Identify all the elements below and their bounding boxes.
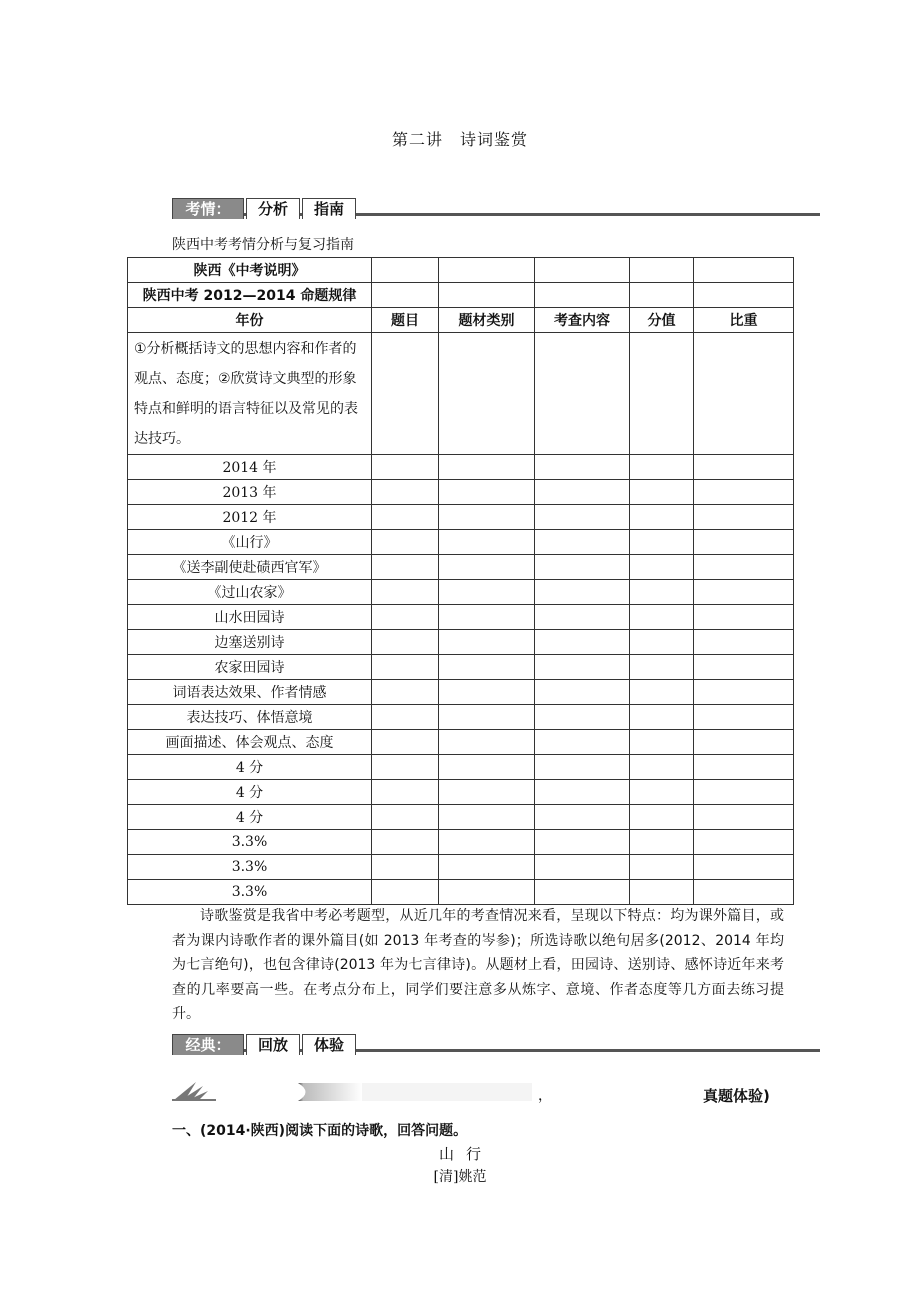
table-row — [128, 780, 794, 805]
table-cell: 3.3% — [128, 880, 372, 905]
banner-tab-1: 经典： — [172, 1034, 244, 1055]
table-row — [128, 505, 794, 530]
table-header-row — [128, 308, 794, 333]
question-heading: 一、(2014·陕西)阅读下面的诗歌，回答问题。 — [172, 1123, 468, 1139]
page-title: 第二讲 诗词鉴赏 — [391, 130, 528, 149]
table-row — [128, 830, 794, 855]
table-row — [128, 630, 794, 655]
poem-author: [清]姚范 — [433, 1169, 487, 1185]
table-row — [128, 480, 794, 505]
requirement-cell: ①分析概括诗文的思想内容和作者的观点、态度；②欣赏诗文典型的形象特点和鲜明的语言特征以及常见的表达技巧。 — [128, 333, 372, 455]
table-cell: 《山行》 — [128, 530, 372, 555]
table-cell: 2013 年 — [128, 480, 372, 505]
table-cell: 3.3% — [128, 855, 372, 880]
table-cell: 陕西《中考说明》 — [128, 258, 372, 283]
table-row — [128, 855, 794, 880]
column-header: 考查内容 — [535, 308, 630, 333]
column-header: 题目 — [372, 308, 439, 333]
table-cell: 4 分 — [128, 780, 372, 805]
table-row — [128, 730, 794, 755]
separator-comma: ， — [538, 1088, 552, 1104]
table-row — [128, 880, 794, 905]
table-row — [128, 555, 794, 580]
table-row — [128, 655, 794, 680]
fan-decoration-bar — [172, 1080, 792, 1104]
real-exam-label: 真题体验) — [703, 1087, 770, 1105]
table-row — [128, 333, 794, 455]
banner-tab-3: 指南 — [302, 198, 356, 219]
table-cell: 表达技巧、体悟意境 — [128, 705, 372, 730]
banner-tab-2: 分析 — [246, 198, 300, 219]
table-cell: 《送李副使赴碛西官军》 — [128, 555, 372, 580]
table-cell: 边塞送别诗 — [128, 630, 372, 655]
table-cell: 词语表达效果、作者情感 — [128, 680, 372, 705]
banner-tab-1: 考情： — [172, 198, 244, 219]
table-cell: 2014 年 — [128, 455, 372, 480]
table-cell: 4 分 — [128, 805, 372, 830]
poem-title: 山行 — [438, 1145, 493, 1163]
table-cell: 农家田园诗 — [128, 655, 372, 680]
table-cell: 4 分 — [128, 755, 372, 780]
column-header: 题材类别 — [439, 308, 535, 333]
table-cell: 《过山农家》 — [128, 580, 372, 605]
table-row — [128, 580, 794, 605]
table-row — [128, 605, 794, 630]
table-cell: 陕西中考 2012—2014 命题规律 — [128, 283, 372, 308]
table-row — [128, 680, 794, 705]
table-row — [128, 455, 794, 480]
table-cell: 画面描述、体会观点、态度 — [128, 730, 372, 755]
table-cell: 山水田园诗 — [128, 605, 372, 630]
table-row — [128, 530, 794, 555]
table-cell: 2012 年 — [128, 505, 372, 530]
column-header: 比重 — [694, 308, 794, 333]
table-row — [128, 283, 794, 308]
table-row — [128, 805, 794, 830]
table-cell: 3.3% — [128, 830, 372, 855]
column-header: 分值 — [630, 308, 694, 333]
table-row — [128, 755, 794, 780]
banner-tab-3: 体验 — [302, 1034, 356, 1055]
table-caption: 陕西中考考情分析与复习指南 — [172, 237, 354, 253]
column-header: 年份 — [128, 308, 372, 333]
fan-icon — [172, 1082, 216, 1101]
table-row — [128, 258, 794, 283]
table-row — [128, 705, 794, 730]
exam-analysis-table — [127, 257, 794, 905]
banner-tab-2: 回放 — [246, 1034, 300, 1055]
summary-paragraph: 诗歌鉴赏是我省中考必考题型，从近几年的考查情况来看，呈现以下特点：均为课外篇目，或者为课内诗歌作者的课外篇目(如 2013 年考查的岑参)；所选诗歌以绝句居多(2012、2014 年均为七言绝句)，也包含律诗(2013 年为七言律诗)。从题材上看，田园诗、送别诗、感怀诗近年来考查的几率要高一些。在考点分布上，同学们要注意多从炼字、意境、作者态度等几方面去练习提升。 — [172, 908, 784, 1022]
